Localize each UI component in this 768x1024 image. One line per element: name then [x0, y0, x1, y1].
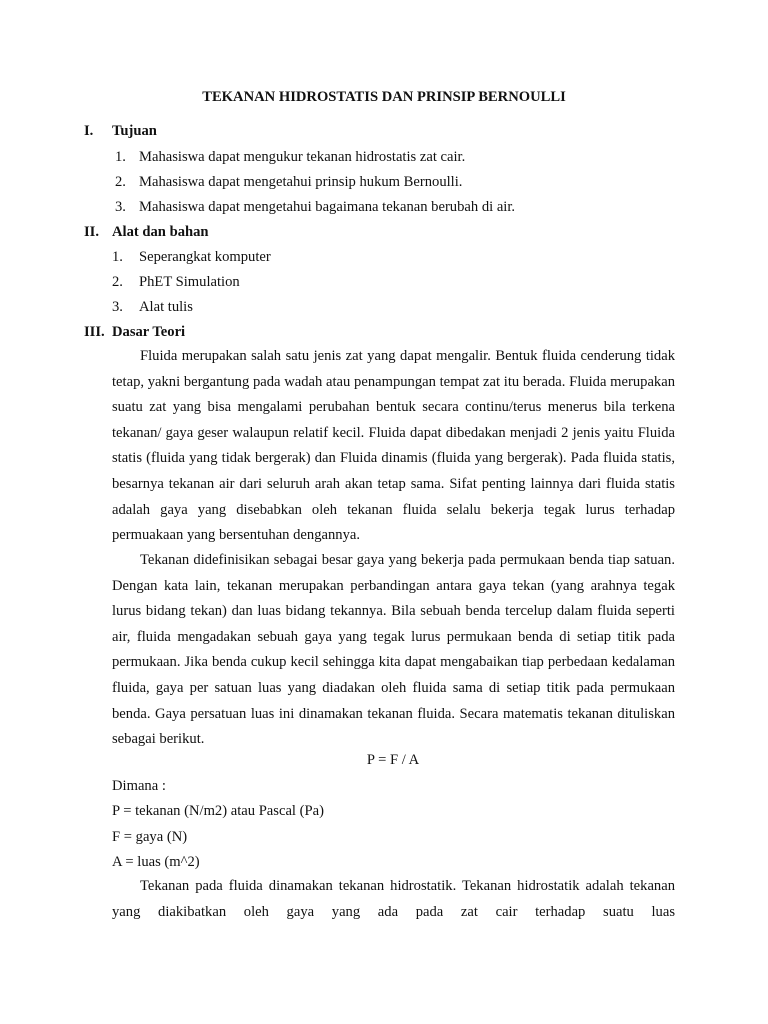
list-item: [115, 148, 465, 166]
list-number: 2.: [115, 174, 126, 190]
section-title: Dasar Teori: [112, 324, 186, 340]
definition-line: A = luas (m^2): [112, 854, 200, 870]
section-number: II.: [84, 224, 100, 240]
section-heading-dasar-teori: [84, 323, 185, 341]
list-item: [115, 198, 515, 216]
section-number: I.: [84, 123, 94, 139]
section-heading-tujuan: [84, 122, 157, 140]
list-number: 3.: [115, 199, 126, 215]
list-text: Mahasiswa dapat mengetahui bagaimana tekanan berubah di air.: [139, 199, 516, 215]
paragraph-hidrostatik: Tekanan pada fluida dinamakan tekanan hidrostatik. Tekanan hidrostatik adalah tekanan yang diakibatkan oleh gaya yang ada pada zat cair terhadap suatu luas: [112, 878, 675, 920]
list-item: [112, 248, 271, 266]
section-title: Tujuan: [112, 123, 157, 139]
list-item: [112, 273, 240, 291]
list-text: Mahasiswa dapat mengukur tekanan hidrostatis zat cair.: [139, 149, 466, 165]
definition-line: F = gaya (N): [112, 829, 188, 845]
list-text: Mahasiswa dapat mengetahui prinsip hukum Bernoulli.: [139, 174, 463, 190]
list-text: Seperangkat komputer: [139, 249, 271, 265]
list-number: 2.: [112, 274, 123, 290]
definition-line: P = tekanan (N/m2) atau Pascal (Pa): [112, 803, 324, 819]
list-number: 3.: [112, 299, 123, 315]
list-item: [115, 173, 462, 191]
section-number: III.: [84, 324, 105, 340]
list-item: [112, 298, 193, 316]
list-text: PhET Simulation: [139, 274, 240, 290]
definition-line: Dimana :: [112, 778, 166, 794]
section-title: Alat dan bahan: [112, 224, 209, 240]
list-text: Alat tulis: [139, 299, 193, 315]
paragraph-tekanan: Tekanan didefinisikan sebagai besar gaya yang bekerja pada permukaan benda tiap satuan. Dengan kata lain, tekanan merupakan perbandingan antara gaya tekan (yang arahnya tegak lurus bidang tekan) dan luas bidang tekannya. Bila sebuah benda tercelup dalam fluida seperti air, fluida mengadakan sebuah gaya yang tegak lurus permukaan benda di setiap titik pada permukaan. Jika benda cukup kecil sehingga kita dapat mengabaikan tiap perbedaan kedalaman fluida, gaya per satuan luas yang diadakan oleh fluida sama di setiap titik pada permukaan benda. Gaya persatuan luas ini dinamakan tekanan fluida. Secara matematis tekanan dituliskan sebagai berikut.: [112, 552, 675, 748]
list-number: 1.: [115, 149, 126, 165]
section-heading-alat-dan-bahan: [84, 223, 209, 241]
document-title: TEKANAN HIDROSTATIS DAN PRINSIP BERNOULLI: [202, 89, 566, 105]
formula-pressure: P = F / A: [366, 752, 420, 768]
paragraph-fluida: Fluida merupakan salah satu jenis zat yang dapat mengalir. Bentuk fluida cenderung tidak tetap, yakni bergantung pada wadah atau penampungan tempat zat itu berada. Fluida merupakan suatu zat yang bisa mengalami perubahan bentuk secara continu/terus menerus bila terkena tekanan/ gaya geser walaupun relatif kecil. Fluida dapat dibedakan menjadi 2 jenis yaitu Fluida statis (fluida yang tidak bergerak) dan Fluida dinamis (fluida yang bergerak). Pada fluida statis, besarnya tekanan air dari seluruh arah akan tetap sama. Sifat penting lainnya dari fluida statis adalah gaya yang disebabkan oleh tekanan fluida selalu bekerja tegak lurus terhadap permuakaan yang bersentuhan dengannya.: [112, 348, 675, 544]
list-number: 1.: [112, 249, 123, 265]
